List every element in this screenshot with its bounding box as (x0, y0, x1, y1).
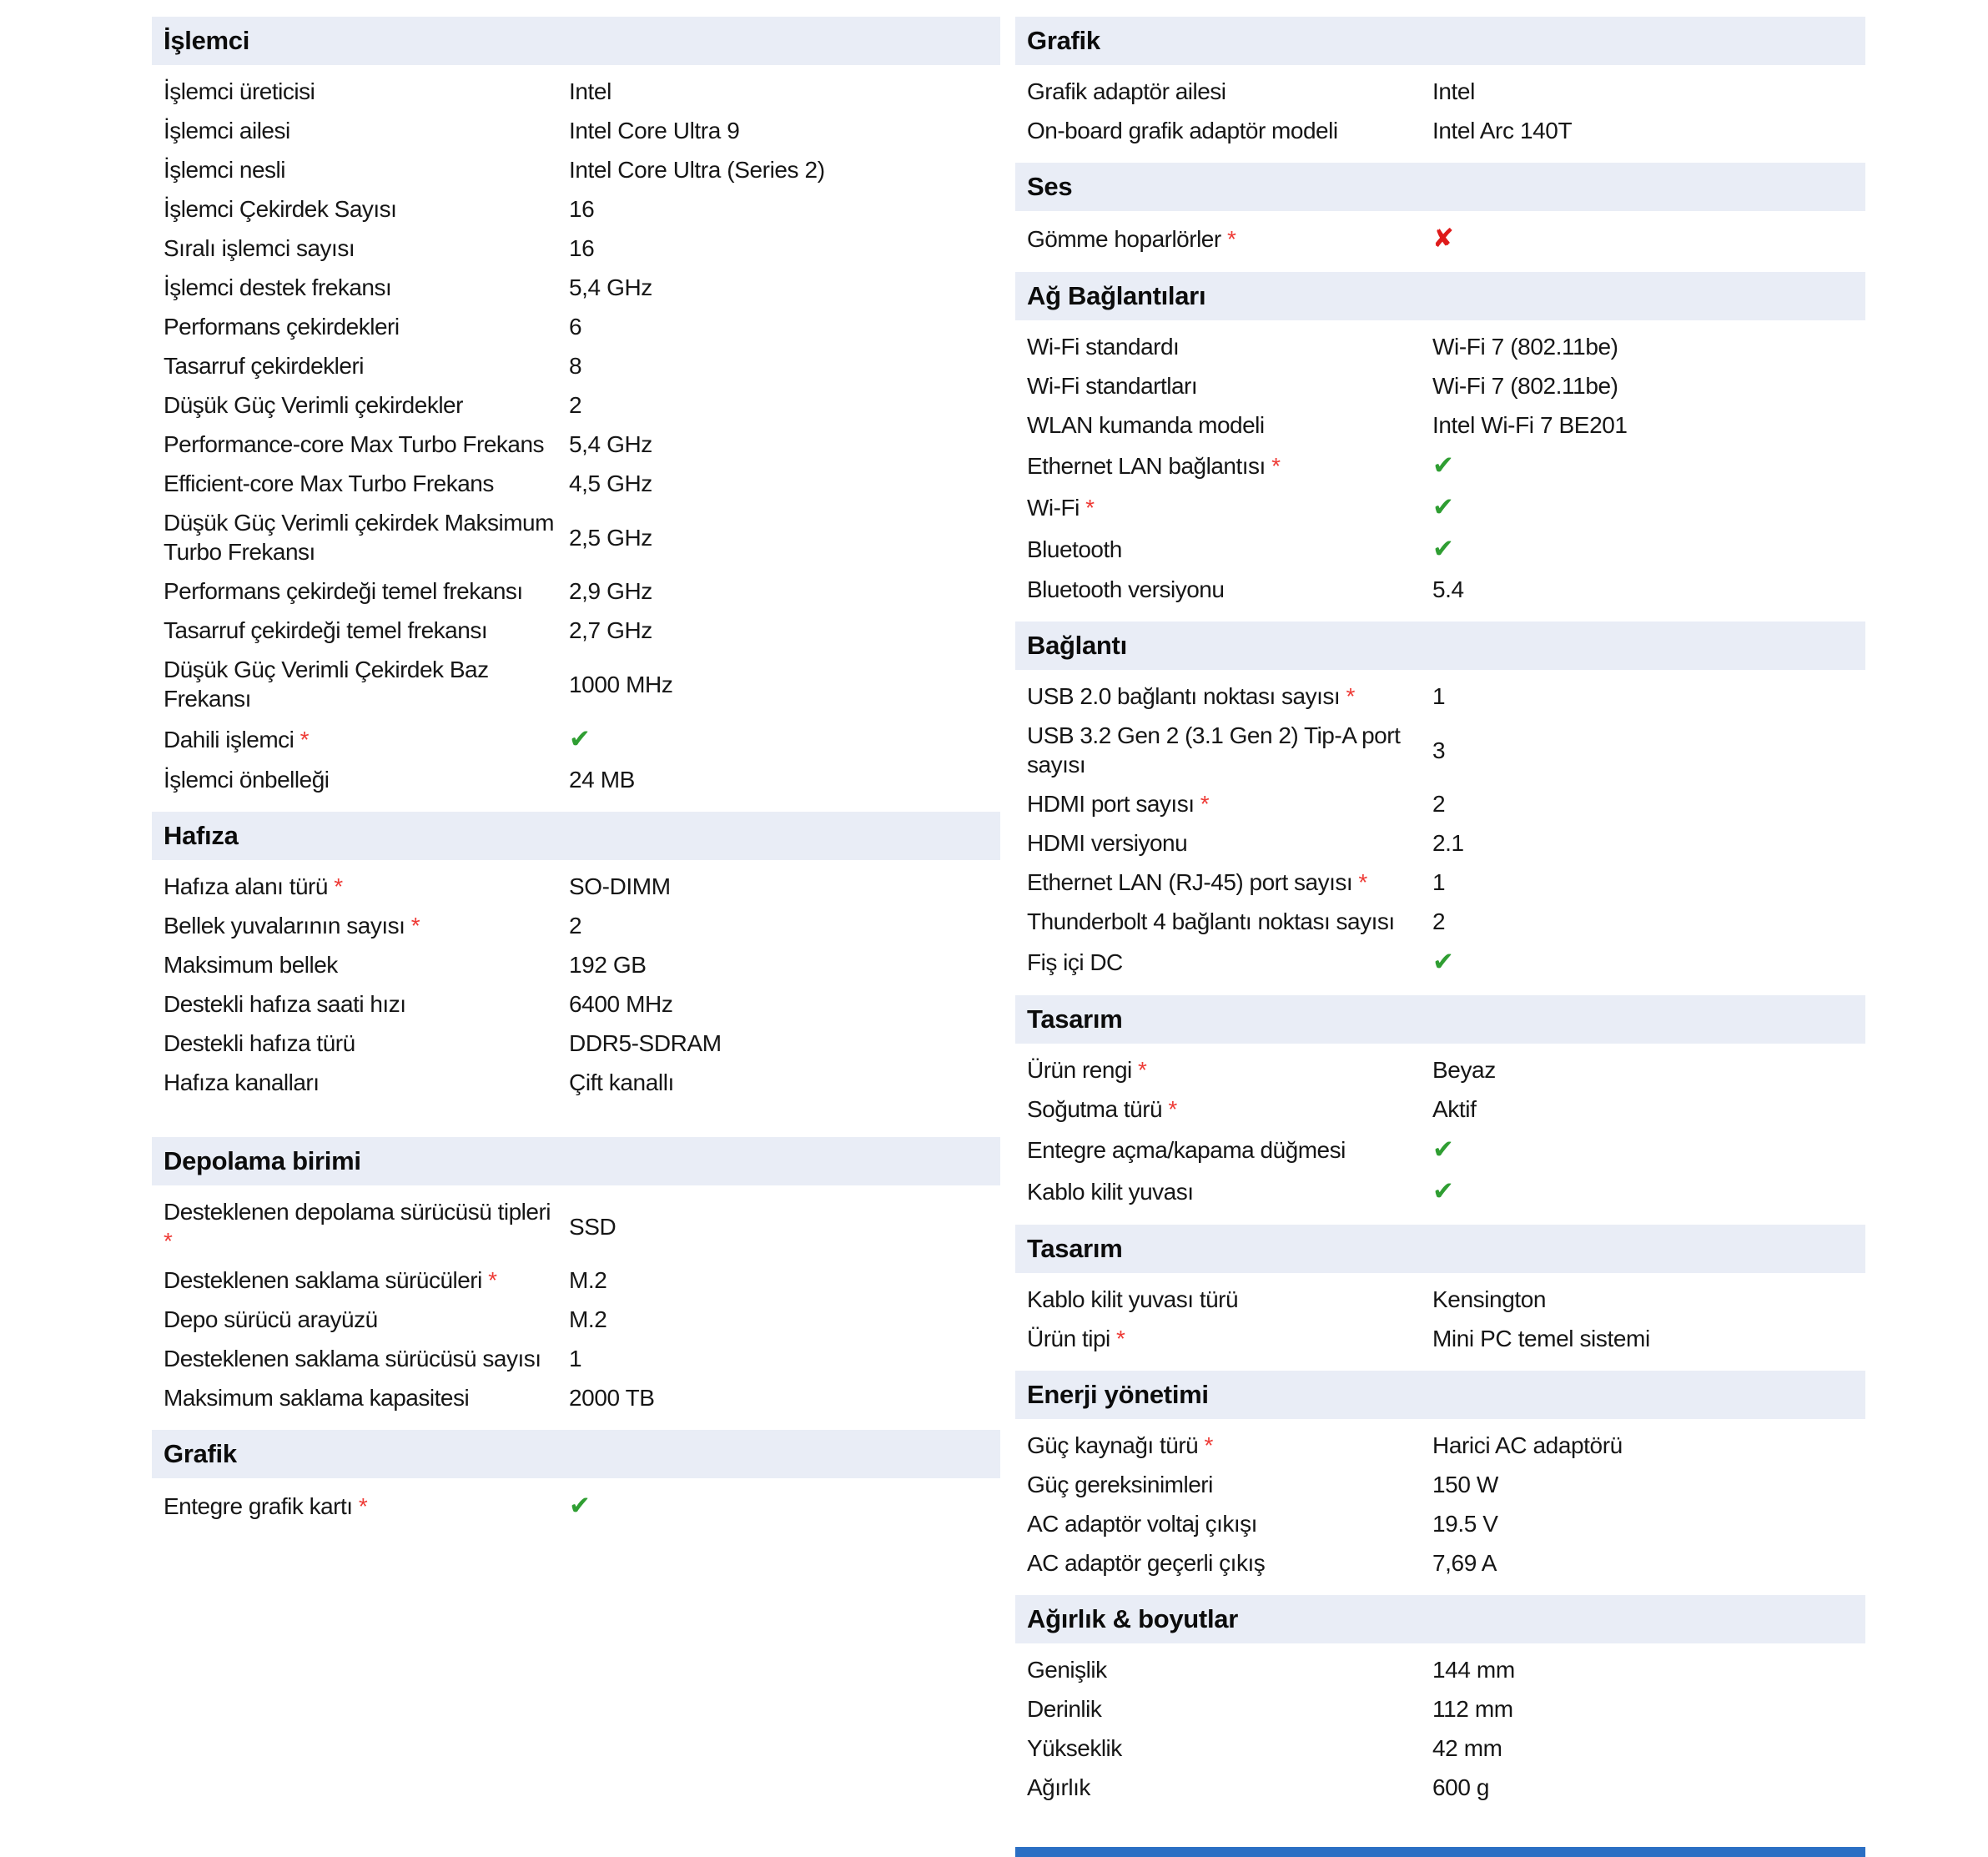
check-icon: ✔ (1432, 450, 1454, 481)
spec-row (1015, 1319, 1865, 1358)
spec-value: 2000 TB (569, 1385, 655, 1411)
spec-label: AC adaptör voltaj çıkışı (1027, 1511, 1257, 1537)
spec-value: Mini PC temel sistemi (1432, 1326, 1650, 1351)
spec-row (152, 72, 1000, 111)
spec-row (152, 307, 1000, 346)
spec-row (152, 503, 1000, 571)
spec-row (152, 385, 1000, 425)
spec-section (152, 1430, 1000, 1527)
required-asterisk: * (294, 726, 310, 752)
spec-label: Bluetooth versiyonu (1027, 576, 1225, 602)
spec-value: 2 (1432, 791, 1446, 817)
required-asterisk: * (1220, 225, 1236, 252)
spec-label: Bluetooth (1027, 536, 1122, 562)
spec-row (1015, 366, 1865, 405)
spec-row (1015, 445, 1865, 486)
spec-value: 1 (569, 1346, 582, 1371)
spec-row (152, 1485, 1000, 1527)
section-header: Ağırlık & boyutlar (1015, 1595, 1865, 1643)
spec-section (1015, 1225, 1865, 1358)
spec-value: 144 mm (1432, 1657, 1515, 1683)
spec-value: Aktif (1432, 1096, 1477, 1122)
spec-label: Desteklenen saklama sürücüsü sayısı (164, 1346, 541, 1371)
spec-row (1015, 784, 1865, 823)
spec-row (152, 1378, 1000, 1417)
spec-label: İşlemci üreticisi (164, 78, 315, 104)
required-asterisk: * (1352, 869, 1367, 895)
spec-row (1015, 486, 1865, 528)
spec-label: Wi-Fi standardı (1027, 334, 1180, 360)
spec-row (152, 189, 1000, 229)
spec-value: 600 g (1432, 1774, 1490, 1800)
required-asterisk: * (1198, 1432, 1213, 1458)
spec-value: SO-DIMM (569, 873, 671, 899)
spec-label: HDMI versiyonu (1027, 830, 1188, 856)
spec-value: Intel (569, 78, 611, 104)
spec-row (152, 945, 1000, 984)
spec-row (1015, 823, 1865, 863)
spec-value: 2,7 GHz (569, 617, 652, 643)
spec-label: Kablo kilit yuvası türü (1027, 1286, 1239, 1312)
spec-label: USB 2.0 bağlantı noktası sayısı * (1027, 683, 1355, 709)
spec-label: Tasarruf çekirdeği temel frekansı (164, 617, 488, 643)
spec-label: Ürün tipi * (1027, 1326, 1125, 1351)
spec-label: WLAN kumanda modeli (1027, 412, 1265, 438)
spec-label: HDMI port sayısı * (1027, 791, 1210, 817)
spec-section (152, 17, 1000, 799)
spec-row (152, 1192, 1000, 1261)
spec-label: Dahili işlemci * (164, 726, 310, 752)
spec-row (152, 1300, 1000, 1339)
spec-value: 4,5 GHz (569, 471, 652, 496)
spec-label: Desteklenen depolama sürücüsü tipleri * (164, 1199, 551, 1254)
spec-label: Yükseklik (1027, 1735, 1122, 1761)
spec-row (152, 1063, 1000, 1102)
spec-value: 1 (1432, 869, 1446, 895)
section-header: İşlemci (152, 17, 1000, 65)
cross-icon: ✘ (1432, 224, 1454, 254)
spec-row (152, 571, 1000, 611)
spec-row (152, 425, 1000, 464)
spec-section (1015, 1595, 1865, 1807)
check-icon: ✔ (1432, 534, 1454, 564)
section-header: Enerji yönetimi (1015, 1371, 1865, 1419)
spec-label: Entegre grafik kartı * (164, 1492, 368, 1519)
spec-row (1015, 72, 1865, 111)
spec-label: Hafıza kanalları (164, 1069, 320, 1095)
spec-label: On-board grafik adaptör modeli (1027, 118, 1338, 143)
spec-value: Intel (1432, 78, 1475, 104)
required-asterisk: * (1194, 791, 1210, 817)
spec-value: 5.4 (1432, 576, 1464, 602)
spec-label: Ağırlık (1027, 1774, 1090, 1800)
section-header: Ağ Bağlantıları (1015, 272, 1865, 320)
spec-label: Wi-Fi standartları (1027, 373, 1198, 399)
spec-value: 16 (569, 196, 595, 222)
spec-label: Performance-core Max Turbo Frekans (164, 431, 545, 457)
spec-label: Tasarruf çekirdekleri (164, 353, 365, 379)
spec-label: AC adaptör geçerli çıkış (1027, 1550, 1266, 1576)
spec-row (1015, 1650, 1865, 1689)
spec-value: 42 mm (1432, 1735, 1502, 1761)
spec-row (152, 984, 1000, 1024)
spec-section (1015, 272, 1865, 609)
spec-section (152, 1137, 1000, 1417)
spec-label: Düşük Güç Verimli çekirdekler (164, 392, 463, 418)
spec-row (152, 1024, 1000, 1063)
spec-row (1015, 941, 1865, 983)
spec-label: Genişlik (1027, 1657, 1107, 1683)
spec-row (1015, 1090, 1865, 1129)
spec-value: Wi-Fi 7 (802.11be) (1432, 373, 1618, 399)
spec-value: 192 GB (569, 952, 647, 978)
spec-label: Güç kaynağı türü * (1027, 1432, 1213, 1458)
spec-row (152, 268, 1000, 307)
spec-label: Destekli hafıza saati hızı (164, 991, 406, 1017)
spec-row (1015, 1689, 1865, 1729)
spec-row (1015, 716, 1865, 784)
specs-column-right (1015, 17, 1865, 1819)
required-asterisk: * (481, 1267, 497, 1293)
check-icon: ✔ (569, 1491, 591, 1521)
required-asterisk: * (1340, 683, 1355, 709)
required-asterisk: * (1162, 1096, 1177, 1122)
section-header: Grafik (1015, 17, 1865, 65)
spec-section (1015, 17, 1865, 150)
spec-section (1015, 622, 1865, 983)
check-icon: ✔ (569, 724, 591, 754)
spec-value: 19.5 V (1432, 1511, 1498, 1537)
required-asterisk: * (352, 1492, 368, 1519)
spec-label: Ethernet LAN (RJ-45) port sayısı * (1027, 869, 1367, 895)
spec-label: Sıralı işlemci sayısı (164, 235, 355, 261)
spec-label: İşlemci önbelleği (164, 767, 330, 793)
spec-label: Soğutma türü * (1027, 1096, 1177, 1122)
required-asterisk: * (164, 1228, 173, 1254)
spec-row (152, 718, 1000, 760)
spec-label: Grafik adaptör ailesi (1027, 78, 1226, 104)
spec-value: Intel Core Ultra 9 (569, 118, 740, 143)
spec-section (152, 812, 1000, 1102)
spec-value: 2 (569, 913, 582, 939)
spec-label: USB 3.2 Gen 2 (3.1 Gen 2) Tip-A port sayısı (1027, 722, 1401, 778)
spec-value: 2.1 (1432, 830, 1464, 856)
truncated-next-section-header-bar (1015, 1847, 1865, 1857)
required-asterisk: * (1079, 494, 1095, 521)
spec-row (1015, 1504, 1865, 1543)
check-icon: ✔ (1432, 1176, 1454, 1206)
spec-row (152, 867, 1000, 906)
spec-row (152, 1339, 1000, 1378)
section-header: Tasarım (1015, 1225, 1865, 1273)
spec-label: Depo sürücü arayüzü (164, 1306, 378, 1332)
spec-value: 6 (569, 314, 582, 340)
spec-section (1015, 1371, 1865, 1583)
required-asterisk: * (1265, 452, 1281, 479)
spec-label: İşlemci ailesi (164, 118, 290, 143)
section-header: Bağlantı (1015, 622, 1865, 670)
spec-value: 8 (569, 353, 582, 379)
spec-label: Fiş içi DC (1027, 949, 1123, 975)
spec-row (152, 464, 1000, 503)
section-header: Depolama birimi (152, 1137, 1000, 1185)
spec-value: 2,9 GHz (569, 578, 652, 604)
spec-row (1015, 111, 1865, 150)
spec-value: 1 (1432, 683, 1446, 709)
spec-row (1015, 1543, 1865, 1583)
spec-row (1015, 1729, 1865, 1768)
spec-value: Çift kanallı (569, 1069, 674, 1095)
spec-label: İşlemci Çekirdek Sayısı (164, 196, 397, 222)
spec-value: Harici AC adaptörü (1432, 1432, 1623, 1458)
spec-value: 5,4 GHz (569, 431, 652, 457)
spec-value: 112 mm (1432, 1696, 1513, 1722)
spec-label: Güç gereksinimleri (1027, 1472, 1213, 1497)
required-asterisk: * (1131, 1057, 1147, 1083)
spec-row (1015, 1050, 1865, 1090)
spec-row (1015, 218, 1865, 259)
spec-label: Düşük Güç Verimli çekirdek Maksimum Turbo Frekansı (164, 510, 554, 565)
spec-row (1015, 677, 1865, 716)
spec-value: M.2 (569, 1267, 607, 1293)
spec-value: Beyaz (1432, 1057, 1496, 1083)
spec-row (1015, 1465, 1865, 1504)
spec-row (1015, 1768, 1865, 1807)
spec-section (1015, 163, 1865, 259)
spec-value: Wi-Fi 7 (802.11be) (1432, 334, 1618, 360)
spec-label: Hafıza alanı türü * (164, 873, 343, 899)
spec-value: 7,69 A (1432, 1550, 1497, 1576)
spec-label: Efficient-core Max Turbo Frekans (164, 471, 494, 496)
spec-value: 24 MB (569, 767, 635, 793)
spec-label: Derinlik (1027, 1696, 1102, 1722)
spec-value: Intel Arc 140T (1432, 118, 1573, 143)
spec-label: Düşük Güç Verimli Çekirdek Baz Frekansı (164, 657, 489, 712)
spec-label: Maksimum saklama kapasitesi (164, 1385, 470, 1411)
check-icon: ✔ (1432, 1135, 1454, 1165)
spec-value: 16 (569, 235, 595, 261)
spec-row (1015, 1426, 1865, 1465)
spec-label: Ürün rengi * (1027, 1057, 1147, 1083)
spec-row (152, 150, 1000, 189)
spec-label: Wi-Fi * (1027, 494, 1095, 521)
spec-value: 6400 MHz (569, 991, 673, 1017)
spec-row (1015, 1170, 1865, 1212)
spec-value: DDR5-SDRAM (569, 1030, 722, 1056)
spec-value: Intel Core Ultra (Series 2) (569, 157, 825, 183)
spec-value: Kensington (1432, 1286, 1547, 1312)
spec-row (152, 611, 1000, 650)
section-header: Hafıza (152, 812, 1000, 860)
section-header: Ses (1015, 163, 1865, 211)
spec-row (152, 346, 1000, 385)
spec-value: 2 (1432, 908, 1446, 934)
spec-label: Performans çekirdekleri (164, 314, 400, 340)
spec-row (152, 1261, 1000, 1300)
spec-value: 150 W (1432, 1472, 1498, 1497)
spec-row (152, 229, 1000, 268)
spec-label: Kablo kilit yuvası (1027, 1178, 1194, 1205)
spec-value: Intel Wi-Fi 7 BE201 (1432, 412, 1628, 438)
required-asterisk: * (1110, 1326, 1125, 1351)
spec-row (1015, 902, 1865, 941)
spec-value: 2,5 GHz (569, 524, 652, 551)
spec-label: Ethernet LAN bağlantısı * (1027, 452, 1281, 479)
spec-label: Bellek yuvalarının sayısı * (164, 913, 420, 939)
section-header: Tasarım (1015, 995, 1865, 1044)
spec-label: İşlemci destek frekansı (164, 274, 392, 300)
check-icon: ✔ (1432, 947, 1454, 977)
spec-label: Maksimum bellek (164, 952, 338, 978)
spec-value: 2 (569, 392, 582, 418)
spec-row (1015, 405, 1865, 445)
spec-label: İşlemci nesli (164, 157, 285, 183)
check-icon: ✔ (1432, 492, 1454, 522)
spec-row (1015, 528, 1865, 570)
required-asterisk: * (405, 913, 420, 939)
spec-value: 1000 MHz (569, 671, 673, 697)
required-asterisk: * (327, 873, 343, 899)
spec-row (1015, 863, 1865, 902)
specs-column-left (152, 17, 1000, 1539)
spec-value: SSD (569, 1213, 617, 1240)
spec-label: Gömme hoparlörler * (1027, 225, 1236, 252)
spec-row (152, 650, 1000, 718)
spec-row (152, 906, 1000, 945)
spec-row (152, 760, 1000, 799)
spec-value: 3 (1432, 737, 1446, 763)
spec-section (1015, 995, 1865, 1212)
spec-row (1015, 1280, 1865, 1319)
spec-label: Destekli hafıza türü (164, 1030, 355, 1056)
spec-label: Desteklenen saklama sürücüleri * (164, 1267, 497, 1293)
spec-value: M.2 (569, 1306, 607, 1332)
spec-label: Entegre açma/kapama düğmesi (1027, 1136, 1346, 1163)
section-header: Grafik (152, 1430, 1000, 1478)
spec-row (1015, 570, 1865, 609)
spec-row (1015, 1129, 1865, 1170)
spec-label: Performans çekirdeği temel frekansı (164, 578, 523, 604)
spec-label: Thunderbolt 4 bağlantı noktası sayısı (1027, 908, 1395, 934)
spec-row (1015, 327, 1865, 366)
spec-row (152, 111, 1000, 150)
spec-value: 5,4 GHz (569, 274, 652, 300)
